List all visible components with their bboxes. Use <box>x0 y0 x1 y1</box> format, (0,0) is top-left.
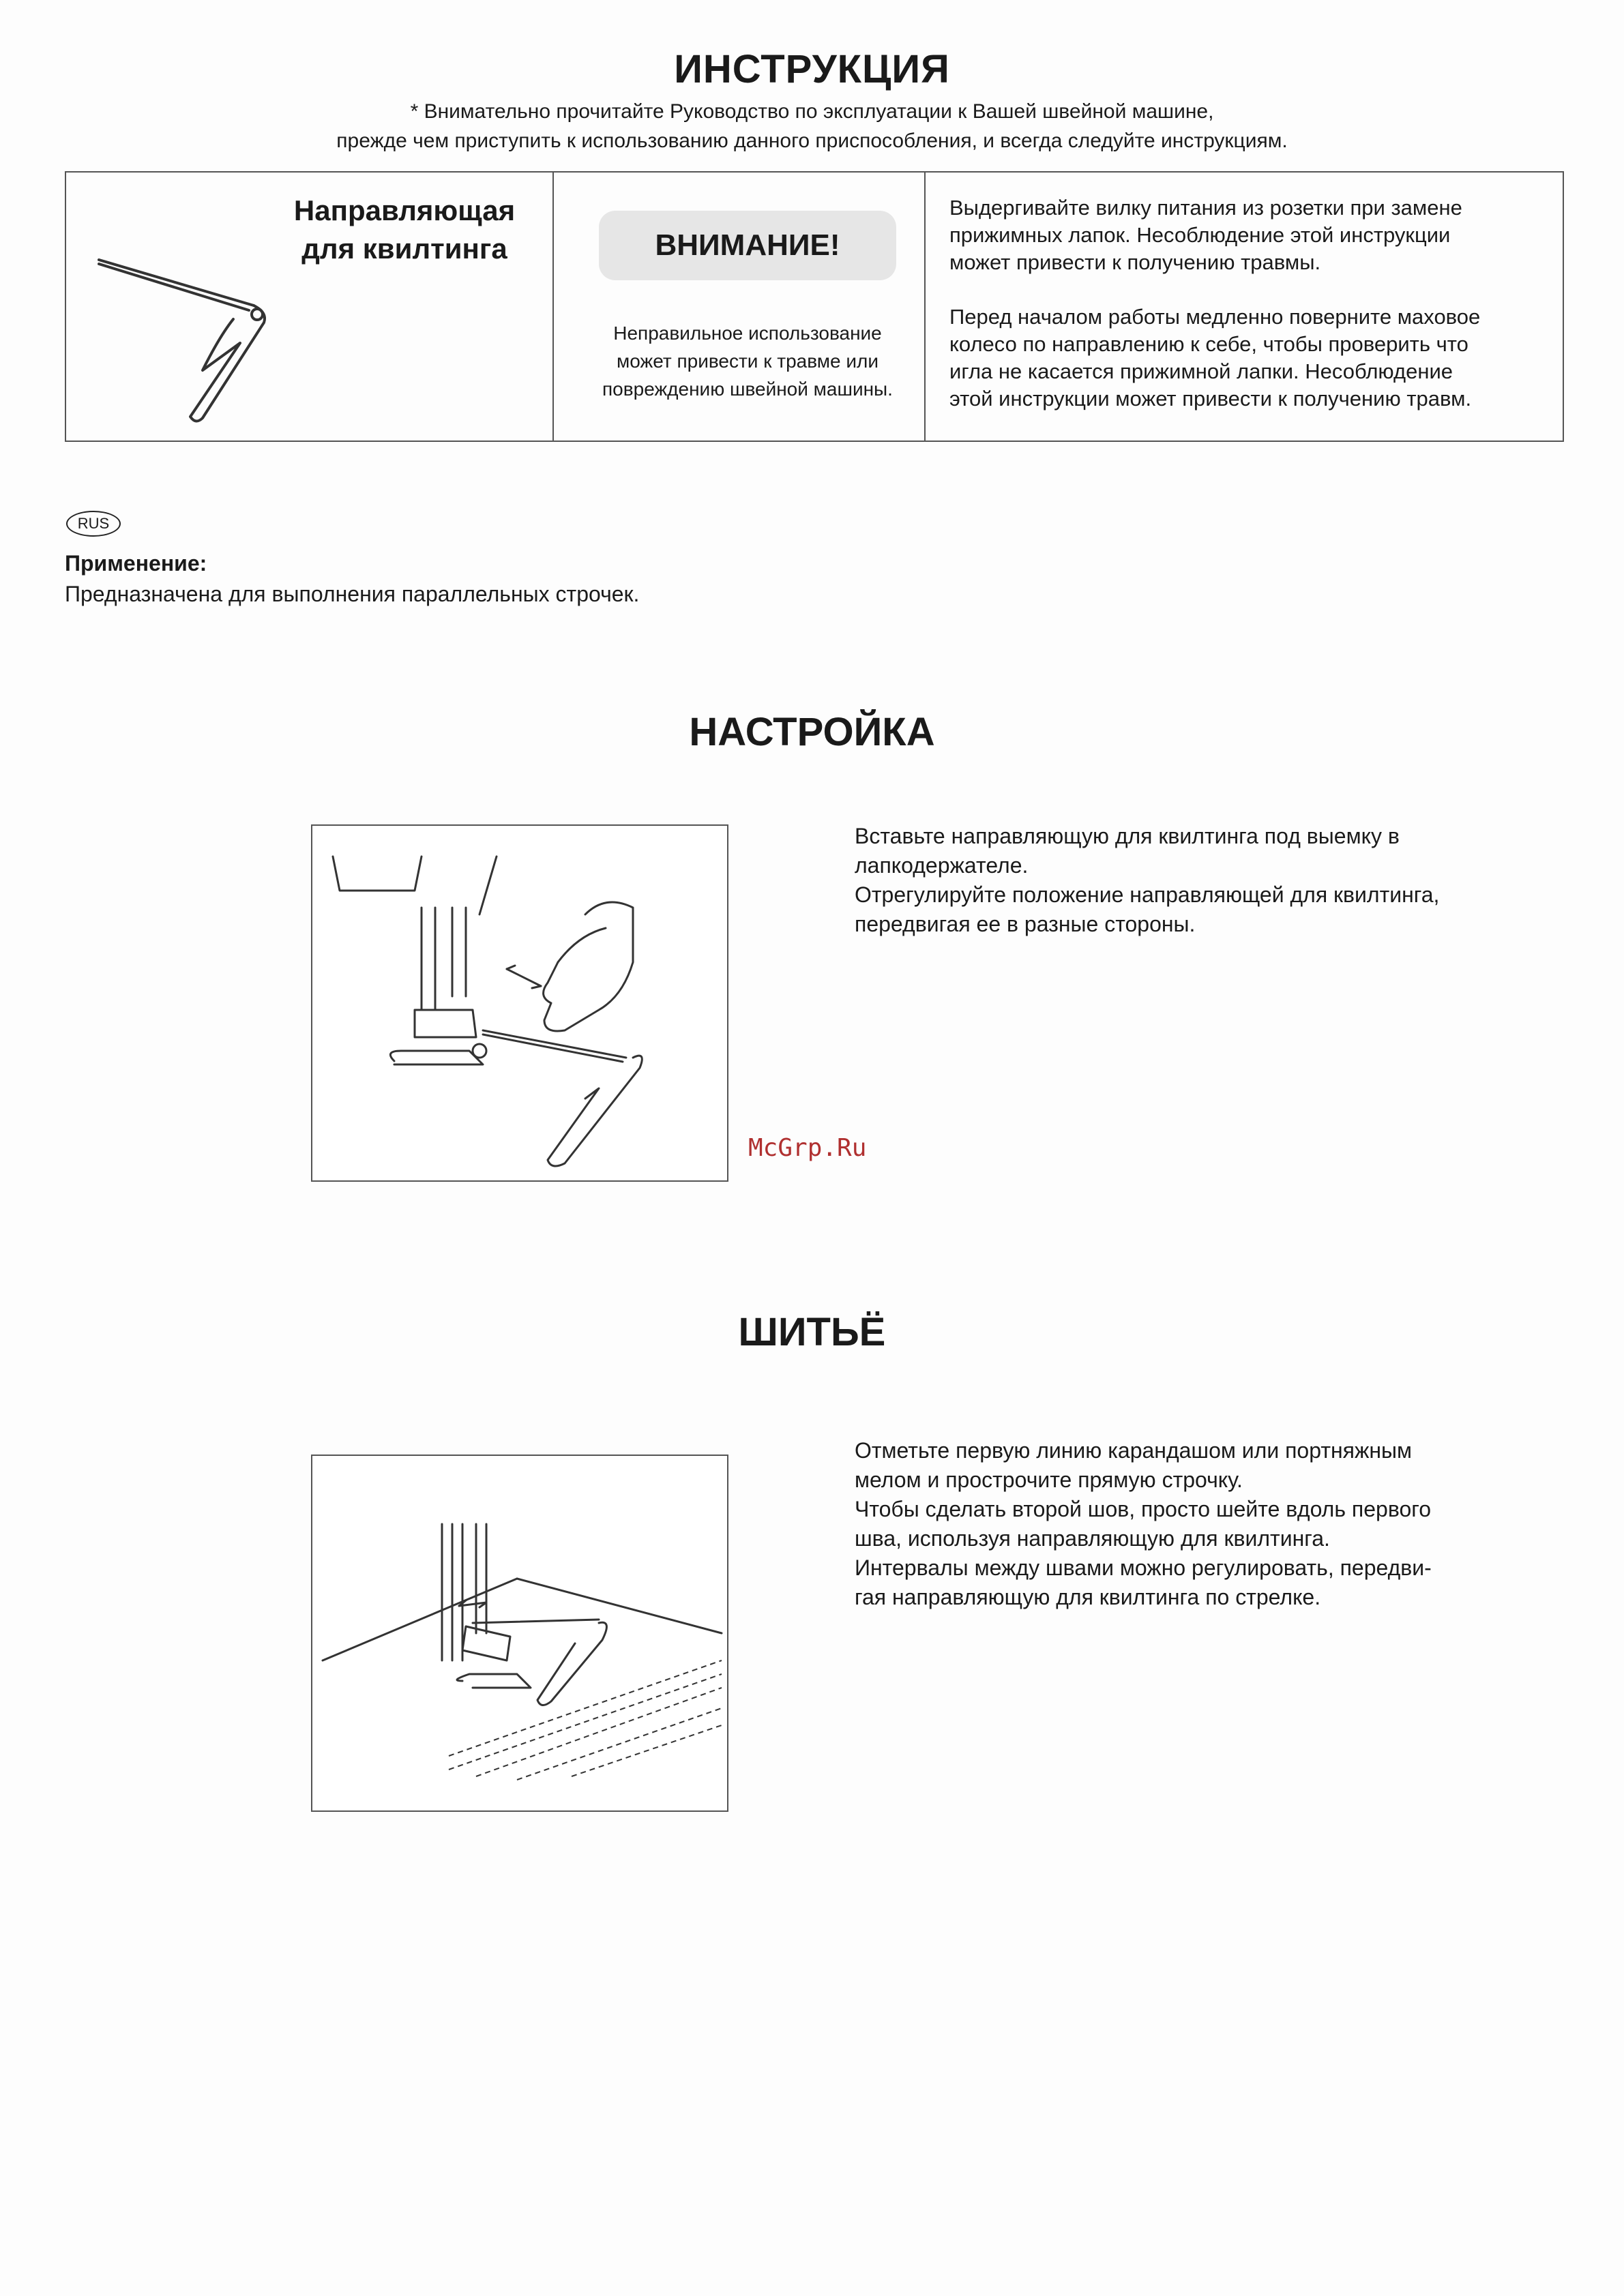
watermark: McGrp.Ru <box>748 1134 867 1162</box>
sewing-quilting-icon <box>312 1456 727 1810</box>
product-name <box>268 192 541 268</box>
info-table <box>65 171 1564 442</box>
safety-line: этой инструкции может привести к получению травм. <box>949 387 1472 411</box>
safety-line: колесо по направлению к себе, чтобы проверить что <box>949 332 1468 356</box>
sewing-line: Интервалы между швами можно регулировать, передви- <box>855 1555 1432 1580</box>
sewing-line: мелом и прострочите прямую строчку. <box>855 1467 1243 1492</box>
page-title: ИНСТРУКЦИЯ <box>674 47 950 91</box>
sewing-line: гая направляющую для квилтинга по стрелке. <box>855 1585 1321 1609</box>
intro-line: прежде чем приступить к использованию данного приспособления, и всегда следуйте инструкциям. <box>336 130 1288 152</box>
setup-line: лапкодержателе. <box>855 853 1029 878</box>
setup-line: передвигая ее в разные стороны. <box>855 912 1196 936</box>
product-name-line: для квилтинга <box>301 233 507 265</box>
language-badge: RUS <box>66 511 121 537</box>
sewing-illustration <box>311 1455 728 1812</box>
sewing-line: Отметьте первую линию карандашом или портняжным <box>855 1438 1413 1463</box>
safety-line: прижимных лапок. Несоблюдение этой инструкции <box>949 223 1451 247</box>
quilting-guide-icon <box>93 254 339 425</box>
intro-note <box>0 97 1624 155</box>
product-name-line: Направляющая <box>293 194 516 226</box>
safety-line: Выдергивайте вилку питания из розетки при замене <box>949 196 1462 220</box>
setup-line: Вставьте направляющую для квилтинга под выемку в <box>855 824 1400 848</box>
warning-text-line: Неправильное использование <box>613 323 882 344</box>
intro-line: * Внимательно прочитайте Руководство по эксплуатации к Вашей швейной машине, <box>410 100 1214 123</box>
safety-note-unplug <box>949 194 1550 276</box>
warning-label: ВНИМАНИЕ! <box>599 211 896 280</box>
sewing-line: Чтобы сделать второй шов, просто шейте вдоль первого <box>855 1497 1432 1521</box>
safety-note-handwheel <box>949 303 1550 413</box>
setup-title: НАСТРОЙКА <box>689 710 935 754</box>
sewing-title: ШИТЬЁ <box>738 1310 886 1354</box>
setup-line: Отрегулируйте положение направляющей для квилтинга, <box>855 882 1440 907</box>
sewing-machine-setup-icon <box>312 826 727 1180</box>
warning-text-line: повреждению швейной машины. <box>602 378 893 400</box>
safety-line: Перед началом работы медленно поверните маховое <box>949 305 1481 329</box>
safety-line: может привести к получению травмы. <box>949 250 1321 274</box>
usage-heading: Применение: <box>65 551 207 576</box>
warning-text <box>552 319 943 403</box>
sewing-instructions <box>855 1436 1509 1612</box>
warning-text-line: может привести к травме или <box>616 351 879 372</box>
sewing-line: шва, используя направляющую для квилтинга. <box>855 1526 1330 1551</box>
usage-text: Предназначена для выполнения параллельных строчек. <box>65 582 640 606</box>
setup-illustration <box>311 824 728 1182</box>
safety-line: игла не касается прижимной лапки. Несоблюдение <box>949 359 1453 383</box>
setup-instructions <box>855 822 1509 939</box>
